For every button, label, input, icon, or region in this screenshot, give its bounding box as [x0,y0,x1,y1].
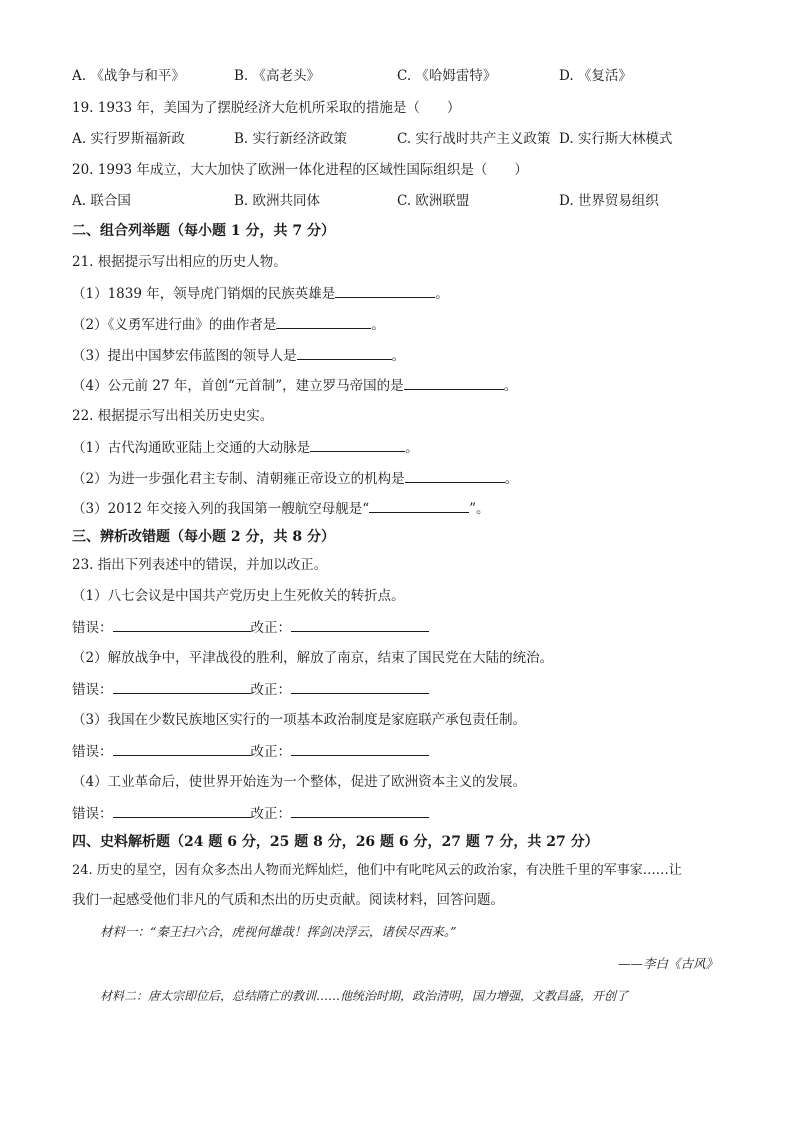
q22-item-2-blank[interactable] [405,468,505,483]
q22-item-2 [72,468,518,489]
q23-fix-blank-3[interactable] [291,741,429,756]
q23-fix-blank-2[interactable] [291,679,429,694]
q23-item-3: （3）我国在少数民族地区实行的一项基本政治制度是家庭联产承包责任制。 [72,712,527,728]
q21-item-1-end: 。 [435,286,449,302]
q23-fix-blank-1[interactable] [291,617,429,632]
fix-label: 改正： [250,620,291,636]
q18-option-d: D. 《复活》 [559,68,632,84]
q20-stem: 20. 1993 年成立，大大加快了欧洲一体化进程的区域性国际组织是（ ） [72,162,528,178]
q20-option-b: B. 欧洲共同体 [234,193,321,209]
q22-item-3-text: （3）2012 年交接入列的我国第一艘航空母舰是“ [72,501,370,517]
q20-option-c: C. 欧洲联盟 [397,193,470,209]
q21-item-2-blank[interactable] [276,314,371,329]
q22-item-1 [72,437,419,458]
q23-fix-blank-4[interactable] [291,803,429,818]
q24-material-1-source: ——李白《古风》 [617,956,718,971]
q22-item-3-blank[interactable] [369,498,469,513]
q24-stem-line1: 24. 历史的星空，因有众多杰出人物而光辉灿烂，他们中有叱咤风云的政治家，有决胜千里的军事家……让 [72,863,682,878]
q22-item-1-text: （1）古代沟通欧亚陆上交通的大动脉是 [72,440,311,456]
q20-option-d: D. 世界贸易组织 [559,193,659,209]
error-label: 错误： [72,620,113,636]
q22-item-1-end: 。 [405,440,419,456]
q21-item-1-text: （1）1839 年，领导虎门销烟的民族英雄是 [72,286,336,302]
q23-answer-4 [72,803,429,824]
q21-item-2 [72,314,385,335]
section4-title: 四、史料解析题（24 题 6 分，25 题 8 分，26 题 6 分，27 题 7 分，共 27 分） [72,834,599,850]
q22-item-2-text: （2）为进一步强化君主专制、清朝雍正帝设立的机构是 [72,471,405,487]
q23-stem: 23. 指出下列表述中的错误，并加以改正。 [72,557,328,573]
q21-item-2-text: （2）《义勇军进行曲》的曲作者是 [72,317,277,333]
q18-option-a: A. 《战争与和平》 [72,68,185,84]
q18-option-b: B. 《高老头》 [234,68,321,84]
q21-item-3-blank[interactable] [297,345,392,360]
q21-item-3 [72,345,405,366]
q24-material-1: 材料一：“秦王扫六合，虎视何雄哉！挥剑决浮云，诸侯尽西来。” [100,924,457,939]
fix-label: 改正： [250,744,291,760]
q23-item-4: （4）工业革命后，使世界开始连为一个整体，促进了欧洲资本主义的发展。 [72,774,527,790]
q22-item-3 [72,498,490,519]
q21-item-4-text: （4）公元前 27 年，首创“元首制”，建立罗马帝国的是 [72,378,404,394]
error-label: 错误： [72,806,113,822]
q23-error-blank-1[interactable] [113,617,251,632]
q22-item-2-end: 。 [504,471,519,487]
q23-item-2: （2）解放战争中，平津战役的胜利，解放了南京，结束了国民党在大陆的统治。 [72,650,554,666]
q24-material-2: 材料二：唐太宗即位后，总结隋亡的教训……他统治时期，政治清明，国力增强，文教昌盛，开创了 [100,989,629,1003]
q22-item-3-end: ”。 [469,501,490,517]
q21-item-1-blank[interactable] [335,283,435,298]
error-label: 错误： [72,744,113,760]
section3-title: 三、辨析改错题（每小题 2 分，共 8 分） [72,529,335,545]
q22-stem: 22. 根据提示写出相关历史史实。 [72,408,274,424]
q23-answer-2 [72,679,429,700]
q23-item-1: （1）八七会议是中国共产党历史上生死攸关的转折点。 [72,588,405,604]
q18-option-c: C. 《哈姆雷特》 [397,68,497,84]
q23-error-blank-2[interactable] [113,679,251,694]
q21-item-4-blank[interactable] [404,375,504,390]
q23-error-blank-3[interactable] [113,741,251,756]
q19-option-d: D. 实行斯大林模式 [559,131,673,147]
q21-item-3-end: 。 [391,348,406,364]
fix-label: 改正： [250,806,291,822]
q21-item-2-end: 。 [371,317,385,333]
q23-error-blank-4[interactable] [113,803,251,818]
q21-item-3-text: （3）提出中国梦宏伟蓝图的领导人是 [72,348,297,364]
q19-option-a: A. 实行罗斯福新政 [72,131,185,147]
error-label: 错误： [72,682,113,698]
q21-item-1 [72,283,449,304]
q23-answer-1 [72,617,429,638]
q21-item-4 [72,375,517,396]
q21-item-4-end: 。 [503,378,518,394]
q23-answer-3 [72,741,429,762]
q19-option-c: C. 实行战时共产主义政策 [397,131,551,147]
section2-title: 二、组合列举题（每小题 1 分，共 7 分） [72,223,335,239]
q20-option-a: A. 联合国 [72,193,131,209]
q21-stem: 21. 根据提示写出相应的历史人物。 [72,254,287,270]
q19-option-b: B. 实行新经济政策 [234,131,348,147]
q24-stem-line2: 我们一起感受他们非凡的气质和杰出的历史贡献。阅读材料，回答问题。 [72,892,504,908]
q22-item-1-blank[interactable] [310,437,405,452]
q19-stem: 19. 1933 年，美国为了摆脱经济大危机所采取的措施是（ ） [72,100,461,116]
fix-label: 改正： [250,682,291,698]
